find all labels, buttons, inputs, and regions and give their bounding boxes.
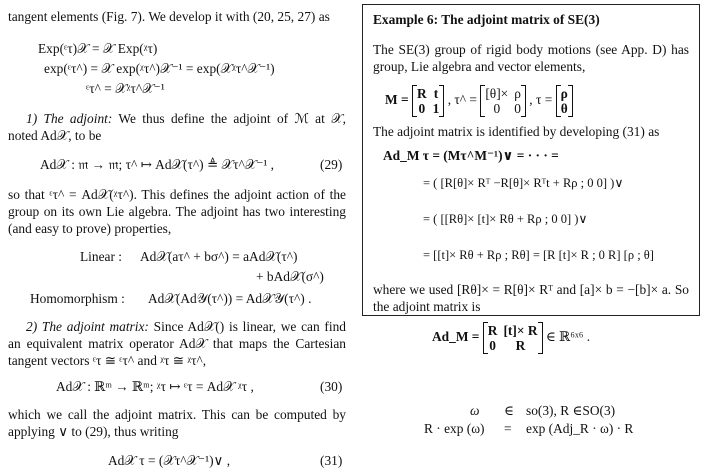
exp-rel: = (504, 421, 512, 436)
development-intro: The adjoint matrix is identified by developing (31) as (373, 124, 660, 139)
tau-vector (556, 85, 573, 117)
example-intro: The SE(3) group of rigid body motions (see App. D) has group, Lie algebra and vector elements, (373, 42, 689, 74)
linear-equation-2: + bAd𝒳(σ^) (256, 269, 324, 284)
matrix-cell: R (487, 323, 498, 338)
matrix-cell: 0 (493, 101, 501, 116)
adjoint-matrix-text: Since Ad𝒳() is linear, we can find an equivalent matrix operator Ad𝒳 that maps the Cartesian tangent vectors ᵋτ ≅ ᵋτ^ and ᵡτ ≅ ᵡτ^, (8, 319, 347, 368)
adjoint-section (8, 110, 346, 144)
exp-rhs: exp (Adj_R · ω) · R (526, 421, 634, 436)
M-matrix (412, 85, 444, 117)
adM-tail: ∈ ℝ⁶ˣ⁶ . (545, 329, 591, 345)
matrix-cell: θ (560, 101, 568, 116)
example-box (362, 4, 700, 316)
adjoint-action-paragraph: so that ᵋτ^ = Ad𝒳(ᵡτ^). This defines the adjoint action of the group on its own Lie algebra. The adjoint has two interesting (and easy to prove) properties, (8, 187, 346, 236)
adM-row (432, 322, 590, 354)
matrix-cell: [θ]× (485, 86, 509, 101)
homomorphism-label: Homomorphism : (30, 291, 125, 306)
matrix-cell: R (416, 86, 427, 101)
homomorphism-equation: Ad𝒳(Ad𝒴(τ^)) = Ad𝒳𝒴(τ^) . (148, 291, 312, 306)
development-line-3: = ( [[Rθ]× [t]× Rθ + Rρ ; 0 0] )∨ (423, 212, 588, 226)
matrix-cell: [t]× R (503, 323, 538, 338)
exp-equation-2: exp(ᵋτ^) = 𝒳 exp(ᵡτ^)𝒳⁻¹ = exp(𝒳ᵡτ^𝒳⁻¹) (44, 61, 275, 76)
exp-equation-1: Exp(ᵋτ)𝒳 = 𝒳 Exp(ᵡτ) (38, 41, 158, 56)
tau-hat-matrix (480, 85, 526, 117)
exp-lhs: R · exp (ω) (424, 421, 485, 436)
adjoint-matrix-section (8, 318, 346, 369)
M-definition-label: M = (385, 92, 409, 108)
example-title: Example 6: The adjoint matrix of SE(3) (373, 12, 600, 27)
equation-29: Ad𝒳 : 𝔪 → 𝔪; τ^ ↦ Ad𝒳(τ^) ≜ 𝒳τ^𝒳⁻¹ , (40, 157, 275, 172)
omega-rhs: so(3), R ∈SO(3) (526, 403, 616, 418)
tau-hat-label: , τ^ = (447, 92, 477, 108)
matrix-cell: ρ (514, 86, 521, 101)
tau-label: , τ = (529, 92, 553, 108)
intro-paragraph: tangent elements (Fig. 7). We develop it with (20, 25, 27) as (8, 9, 330, 24)
linear-label: Linear : (80, 249, 123, 264)
adM-label: Ad_M = (432, 329, 480, 345)
equation-31: Ad𝒳 τ = (𝒳τ^𝒳⁻¹)∨ , (108, 453, 231, 468)
definitions-row (385, 85, 573, 117)
adjoint-heading: 1) The adjoint: (26, 111, 113, 126)
adjoint-matrix-heading: 2) The adjoint matrix: (26, 319, 149, 334)
exp-equation-3: ᵋτ^ = 𝒳ᵡτ^𝒳⁻¹ (86, 81, 165, 96)
matrix-cell: 0 (489, 338, 496, 353)
omega-lhs: ω (470, 403, 480, 418)
matrix-cell: 1 (432, 101, 440, 116)
development-line-2: = ( [R[θ]× Rᵀ −R[θ]× Rᵀt + Rρ ; 0 0] )∨ (423, 176, 624, 190)
adM-matrix (483, 322, 543, 354)
matrix-cell: R (515, 338, 526, 353)
adjoint-matrix-paragraph: which we call the adjoint matrix. This can be computed by applying ∨ to (29), thus writing (8, 407, 346, 439)
matrix-cell: ρ (560, 86, 568, 101)
matrix-cell: 0 (514, 101, 521, 116)
linear-equation-1: Ad𝒳(aτ^ + bσ^) = aAd𝒳(τ^) (140, 249, 298, 264)
where-paragraph: where we used [Rθ]× = R[θ]× Rᵀ and [a]× b = −[b]× a. So the adjoint matrix is (373, 282, 689, 314)
development-line-4: = [[t]× Rθ + Rρ ; Rθ] = [R [t]× R ; 0 R] [ρ ; θ] (423, 248, 654, 262)
equation-31-number: (31) (320, 453, 343, 468)
equation-29-number: (29) (320, 157, 343, 172)
matrix-cell: t (433, 86, 439, 101)
matrix-cell: 0 (418, 101, 426, 116)
adjoint-text: We thus define the adjoint of ℳ at 𝒳, noted Ad𝒳, to be (8, 111, 346, 143)
equation-30: Ad𝒳 : ℝᵐ → ℝᵐ; ᵡτ ↦ ᵋτ = Ad𝒳 ᵡτ , (56, 379, 254, 394)
omega-rel: ∈ (504, 403, 514, 418)
development-line-1: Ad_M τ = (Mτ^M⁻¹)∨ = · · · = (383, 148, 559, 163)
equation-30-number: (30) (320, 379, 343, 394)
